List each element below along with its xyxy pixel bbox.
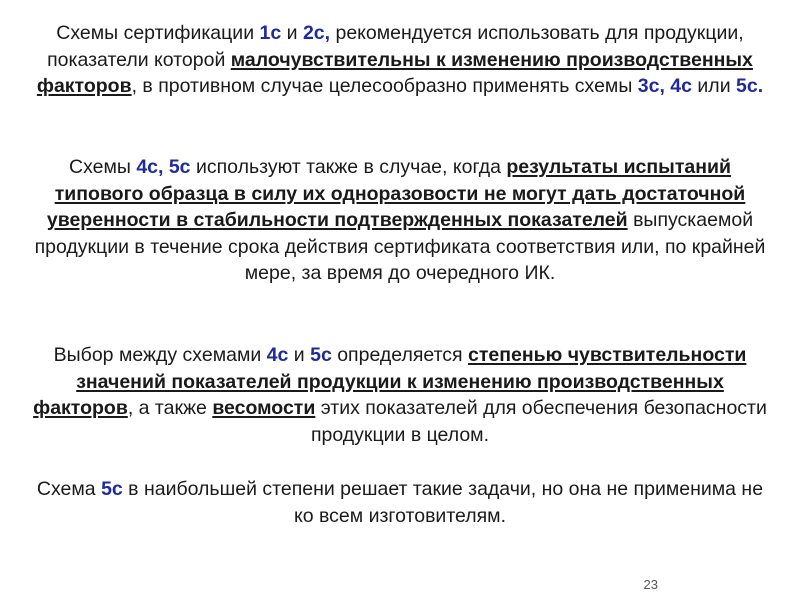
- text-run: Схемы сертификации: [56, 22, 260, 44]
- emphasized-text: малочувствительны к изменению производственных факторов: [36, 48, 753, 97]
- text-run: , в противном случае целесообразно применять схемы: [131, 75, 638, 97]
- paragraph-scheme-5c: [30, 476, 770, 529]
- text-run: , а также: [127, 397, 213, 419]
- text-run: Схемы: [69, 156, 137, 178]
- scheme-code: 5с: [310, 344, 332, 366]
- text-run: в наибольшей степени решает такие задачи, но она не применима не ко всем изготовителям.: [122, 478, 764, 527]
- text-run: рекомендуется использовать для продукции, показатели которой: [47, 22, 744, 71]
- scheme-code: 5с: [101, 478, 123, 500]
- scheme-code: 5с.: [736, 75, 764, 97]
- text-run: определяется: [331, 344, 469, 366]
- scheme-code: 1с: [259, 22, 282, 44]
- paragraph-choice-4c-5c: [30, 342, 770, 448]
- text-run: используют также в случае, когда: [190, 156, 507, 178]
- emphasized-text: результаты испытаний типового образца в силу их одноразовости не могут дать достаточной уверенности в стабильности подтвержденных показателей: [46, 156, 746, 231]
- emphasized-text: степенью чувствительности значений показателей продукции к изменению производственных факторов: [33, 344, 747, 419]
- scheme-code: 4с, 5с: [136, 156, 191, 178]
- text-run: Схема: [36, 478, 102, 500]
- text-run: или: [692, 75, 736, 97]
- paragraph-schemes-1c-2c: [30, 20, 770, 100]
- emphasized-text: весомости: [212, 397, 316, 419]
- scheme-code: 3с, 4с: [637, 75, 692, 97]
- page-number: 23: [643, 577, 658, 592]
- text-run: и: [288, 344, 311, 366]
- text-run: выпускаемой продукции в течение срока действия сертификата соответствия или, по крайней мере, за время до очередного ИК.: [34, 209, 766, 284]
- text-run: и: [281, 22, 303, 44]
- paragraph-schemes-4c-5c-usage: [30, 154, 770, 287]
- text-run: Выбор между схемами: [53, 344, 267, 366]
- scheme-code: 2с,: [302, 22, 331, 44]
- text-run: этих показателей для обеспечения безопасности продукции в целом.: [310, 397, 767, 446]
- scheme-code: 4с: [266, 344, 289, 366]
